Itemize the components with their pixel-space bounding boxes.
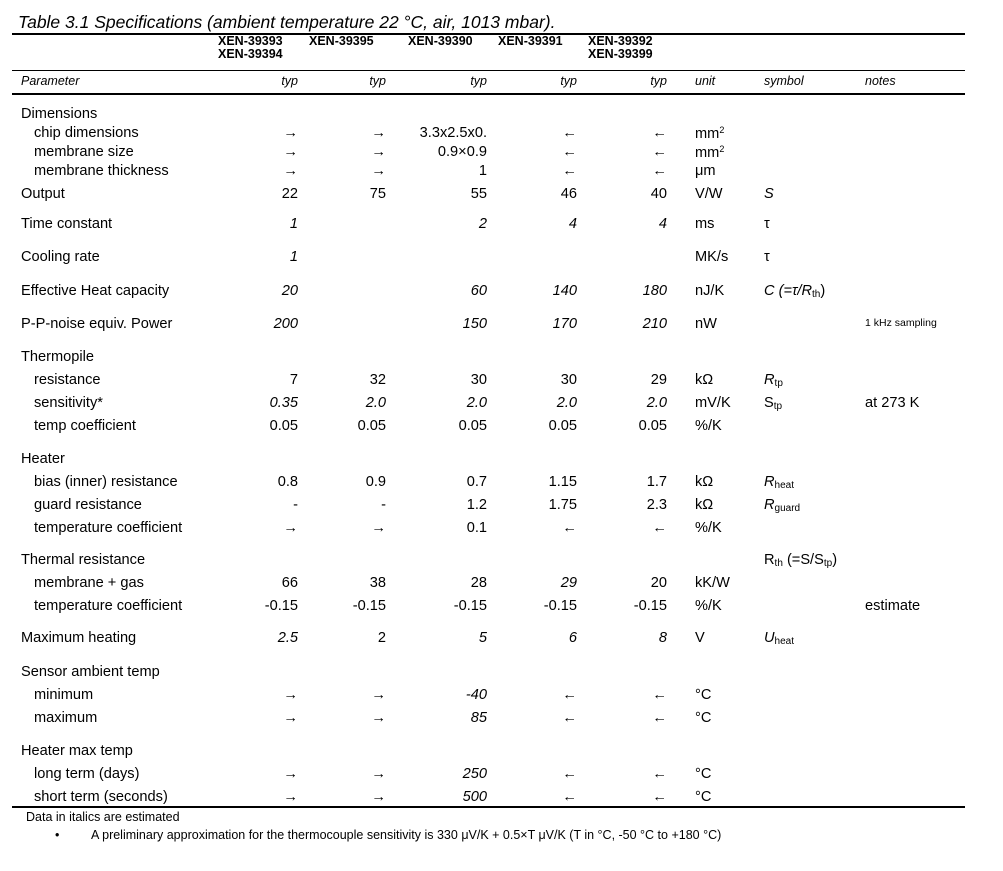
header-typ: typ	[470, 74, 487, 88]
value-cell: ←	[562, 789, 577, 805]
model-name: XEN-39390	[408, 34, 473, 48]
header-typ: typ	[369, 74, 386, 88]
symbol-subscript: th	[774, 558, 783, 569]
value-cell: ←	[562, 144, 577, 160]
value-cell: -	[293, 497, 298, 513]
unit-cell	[695, 144, 724, 161]
symbol-cell	[764, 283, 825, 300]
row-sublabel: resistance	[34, 372, 101, 388]
value-cell: 1.75	[548, 497, 577, 513]
header-parameter: Parameter	[21, 74, 80, 88]
top-rule	[12, 33, 965, 35]
row-label: Maximum heating	[21, 630, 137, 646]
unit-text: mV/K	[695, 395, 731, 411]
unit-cell	[695, 163, 716, 179]
row-sublabel: short term (seconds)	[34, 789, 168, 805]
unit-text: V/W	[695, 186, 723, 202]
value-cell: 46	[560, 186, 577, 202]
row-label: P-P-noise equiv. Power	[21, 316, 173, 332]
footnote-italics: Data in italics are estimated	[26, 810, 180, 824]
header-typ: typ	[560, 74, 577, 88]
value-cell: 250	[462, 766, 487, 782]
value-cell: 0.05	[269, 418, 298, 434]
value-cell: 1.7	[646, 474, 667, 490]
unit-cell	[695, 186, 723, 202]
unit-text: μm	[695, 163, 716, 179]
row-label: Sensor ambient temp	[21, 664, 160, 680]
unit-text: °C	[695, 710, 712, 726]
row-label: Thermal resistance	[21, 552, 146, 568]
value-cell: →	[283, 687, 298, 703]
value-cell: 1.15	[548, 474, 577, 490]
symbol-text: R	[764, 474, 775, 490]
symbol-text: τ	[764, 249, 770, 265]
unit-cell	[695, 766, 711, 782]
symbol-cell	[764, 372, 783, 389]
value-cell: 40	[650, 186, 667, 202]
symbol-subscript: tp	[823, 558, 833, 569]
symbol-text: S	[764, 186, 774, 202]
value-cell: ←	[562, 125, 577, 141]
header-unit: unit	[695, 74, 716, 88]
symbol-text: R	[764, 497, 775, 513]
value-cell: 4	[658, 216, 667, 232]
value-cell: 0.7	[466, 474, 487, 490]
value-cell: 2.0	[365, 395, 386, 411]
value-cell: 0.9	[365, 474, 386, 490]
value-cell: 66	[281, 575, 298, 591]
symbol-text: U	[764, 630, 775, 646]
unit-cell	[695, 395, 731, 411]
unit-cell	[695, 125, 724, 142]
unit-text: kK/W	[695, 575, 730, 591]
unit-cell	[695, 630, 705, 646]
symbol-text: τ	[764, 216, 770, 232]
note-cell: at 273 K	[865, 395, 920, 411]
value-cell: 38	[369, 575, 386, 591]
value-cell: ←	[652, 144, 667, 160]
row-label: Effective Heat capacity	[21, 283, 170, 299]
value-cell: 210	[642, 316, 667, 332]
row-sublabel: temperature coefficient	[34, 520, 183, 536]
unit-text: V	[695, 630, 705, 646]
unit-text: kΩ	[695, 372, 714, 388]
value-cell: →	[371, 125, 386, 141]
value-cell: 200	[273, 316, 298, 332]
unit-cell	[695, 418, 722, 434]
value-cell: 20	[281, 283, 298, 299]
unit-text: MK/s	[695, 249, 729, 265]
value-cell: 29	[650, 372, 667, 388]
symbol-text: C (=τ/R	[764, 283, 813, 299]
value-cell: 0.1	[466, 520, 487, 536]
symbol-cell	[764, 474, 794, 491]
value-cell: 55	[470, 186, 487, 202]
value-cell: 0.9×0.9	[437, 144, 487, 160]
value-cell: 0.05	[458, 418, 487, 434]
unit-cell	[695, 520, 722, 536]
value-cell: →	[283, 125, 298, 141]
symbol-cell	[764, 630, 794, 647]
unit-cell	[695, 687, 711, 703]
symbol-cell	[764, 186, 774, 202]
value-cell: ←	[562, 687, 577, 703]
row-sublabel: chip dimensions	[34, 125, 139, 141]
unit-cell	[695, 710, 711, 726]
row-sublabel: membrane + gas	[34, 575, 144, 591]
unit-cell	[695, 216, 714, 232]
symbol-tail: )	[832, 552, 838, 568]
value-cell: 8	[658, 630, 667, 646]
unit-text: %/K	[695, 520, 722, 536]
value-cell: 20	[650, 575, 667, 591]
symbol-cell	[764, 497, 800, 514]
value-cell: →	[371, 520, 386, 536]
unit-text: nW	[695, 316, 717, 332]
value-cell: 1	[478, 163, 487, 179]
value-cell: 2.0	[646, 395, 667, 411]
unit-text: kΩ	[695, 497, 714, 513]
value-cell: →	[283, 710, 298, 726]
unit-superscript: 2	[719, 144, 725, 154]
symbol-subscript: heat	[774, 636, 795, 647]
unit-text: mm	[695, 126, 720, 142]
unit-cell	[695, 598, 722, 614]
value-cell: 4	[568, 216, 577, 232]
symbol-subscript: tp	[774, 378, 783, 389]
row-label: Thermopile	[21, 349, 94, 365]
value-cell: 32	[369, 372, 386, 388]
unit-cell	[695, 497, 713, 513]
value-cell: →	[371, 687, 386, 703]
value-cell: →	[371, 163, 386, 179]
header-typ: typ	[281, 74, 298, 88]
value-cell: 85	[470, 710, 487, 726]
value-cell: →	[371, 789, 386, 805]
unit-cell	[695, 316, 717, 332]
value-cell: ←	[562, 520, 577, 536]
unit-text: °C	[695, 687, 712, 703]
value-cell: -40	[465, 687, 487, 703]
value-cell: ←	[652, 163, 667, 179]
unit-text: °C	[695, 789, 712, 805]
model-name: XEN-39395	[309, 34, 374, 48]
footnote-bullet: •	[55, 828, 60, 842]
row-label: Output	[21, 186, 65, 202]
header-rule-top	[12, 70, 965, 71]
symbol-cell	[764, 249, 770, 265]
symbol-subscript: th	[812, 289, 821, 300]
value-cell: 0.35	[269, 395, 298, 411]
value-cell: 30	[560, 372, 577, 388]
unit-cell	[695, 372, 713, 388]
value-cell: -0.15	[352, 598, 386, 614]
value-cell: 2.3	[646, 497, 667, 513]
unit-cell	[695, 575, 730, 591]
value-cell: 1	[289, 216, 298, 232]
value-cell: →	[371, 144, 386, 160]
symbol-text: S	[764, 395, 774, 411]
footnote-sensitivity: A preliminary approximation for the thermocouple sensitivity is 330 μV/K + 0.5×T μV/K (T in °C, -50 °C to +180 °C)	[91, 828, 722, 842]
value-cell: 22	[281, 186, 298, 202]
value-cell: 140	[552, 283, 577, 299]
value-cell: ←	[562, 710, 577, 726]
value-cell: 2.5	[277, 630, 298, 646]
row-sublabel: temperature coefficient	[34, 598, 183, 614]
value-cell: →	[371, 766, 386, 782]
value-cell: 30	[470, 372, 487, 388]
row-label: Dimensions	[21, 106, 98, 122]
header-symbol: symbol	[764, 74, 804, 88]
value-cell: ←	[652, 520, 667, 536]
value-cell: ←	[562, 766, 577, 782]
value-cell: →	[283, 766, 298, 782]
value-cell: 28	[470, 575, 487, 591]
value-cell: 0.05	[548, 418, 577, 434]
symbol-cell	[764, 552, 837, 569]
unit-cell	[695, 283, 724, 299]
row-sublabel: bias (inner) resistance	[34, 474, 178, 490]
value-cell: 2	[478, 216, 487, 232]
header-notes: notes	[865, 74, 896, 88]
value-cell: -	[381, 497, 386, 513]
value-cell: 180	[642, 283, 667, 299]
value-cell: ←	[652, 710, 667, 726]
value-cell: ←	[652, 687, 667, 703]
model-name-alt: XEN-39394	[218, 47, 283, 61]
value-cell: 60	[470, 283, 487, 299]
symbol-tail: )	[820, 283, 826, 299]
symbol-cell	[764, 216, 770, 232]
model-name: XEN-39391	[498, 34, 563, 48]
unit-text: nJ/K	[695, 283, 725, 299]
value-cell: 75	[369, 186, 386, 202]
row-label: Heater max temp	[21, 743, 133, 759]
value-cell: 2.0	[556, 395, 577, 411]
row-sublabel: long term (days)	[34, 766, 140, 782]
value-cell: 7	[289, 372, 298, 388]
row-sublabel: sensitivity*	[34, 395, 103, 411]
unit-text: °C	[695, 766, 712, 782]
value-cell: 2	[377, 630, 386, 646]
value-cell: ←	[652, 125, 667, 141]
value-cell: -0.15	[264, 598, 298, 614]
unit-cell	[695, 789, 711, 805]
model-name-alt: XEN-39399	[588, 47, 653, 61]
value-cell: 6	[568, 630, 577, 646]
unit-text: mm	[695, 145, 720, 161]
value-cell: -0.15	[633, 598, 667, 614]
value-cell: →	[283, 144, 298, 160]
row-sublabel: minimum	[34, 687, 94, 703]
unit-cell	[695, 474, 713, 490]
symbol-text: R	[764, 372, 775, 388]
unit-cell	[695, 249, 728, 265]
symbol-subscript: guard	[774, 503, 801, 514]
row-label: Time constant	[21, 216, 113, 232]
model-name: XEN-39392	[588, 34, 653, 48]
value-cell: 170	[552, 316, 577, 332]
value-cell: →	[283, 163, 298, 179]
note-cell: estimate	[865, 598, 921, 614]
symbol-text: R	[764, 552, 775, 568]
row-sublabel: membrane size	[34, 144, 134, 160]
bottom-rule	[12, 806, 965, 808]
symbol-subscript: heat	[774, 480, 795, 491]
value-cell: 3.3x2.5x0.	[419, 125, 487, 141]
unit-text: %/K	[695, 598, 722, 614]
value-cell: -0.15	[543, 598, 577, 614]
row-sublabel: membrane thickness	[34, 163, 169, 179]
value-cell: 1.2	[466, 497, 487, 513]
unit-superscript: 2	[719, 125, 725, 135]
unit-text: ms	[695, 216, 715, 232]
value-cell: ←	[652, 789, 667, 805]
header-rule-bottom	[12, 93, 965, 95]
value-cell: 0.05	[357, 418, 386, 434]
value-cell: →	[283, 789, 298, 805]
note-cell: 1 kHz sampling	[865, 317, 937, 329]
value-cell: -0.15	[453, 598, 487, 614]
value-cell: →	[371, 710, 386, 726]
value-cell: 2.0	[466, 395, 487, 411]
header-typ: typ	[650, 74, 667, 88]
row-sublabel: guard resistance	[34, 497, 142, 513]
value-cell: 0.8	[277, 474, 298, 490]
value-cell: ←	[562, 163, 577, 179]
unit-text: %/K	[695, 418, 722, 434]
symbol-subscript: tp	[773, 401, 783, 412]
value-cell: 1	[289, 249, 298, 265]
value-cell: ←	[652, 766, 667, 782]
unit-text: kΩ	[695, 474, 714, 490]
value-cell: →	[283, 520, 298, 536]
table-title: Table 3.1 Specifications (ambient temperature 22 °C, air, 1013 mbar).	[18, 12, 556, 32]
value-cell: 29	[560, 575, 577, 591]
row-label: Heater	[21, 451, 65, 467]
symbol-tail: (=S/S	[782, 552, 824, 568]
row-label: Cooling rate	[21, 249, 100, 265]
value-cell: 0.05	[638, 418, 667, 434]
value-cell: 150	[462, 316, 487, 332]
row-sublabel: maximum	[34, 710, 98, 726]
model-name: XEN-39393	[218, 34, 283, 48]
symbol-cell	[764, 395, 782, 412]
value-cell: 500	[462, 789, 487, 805]
value-cell: 5	[478, 630, 487, 646]
row-sublabel: temp coefficient	[34, 418, 136, 434]
